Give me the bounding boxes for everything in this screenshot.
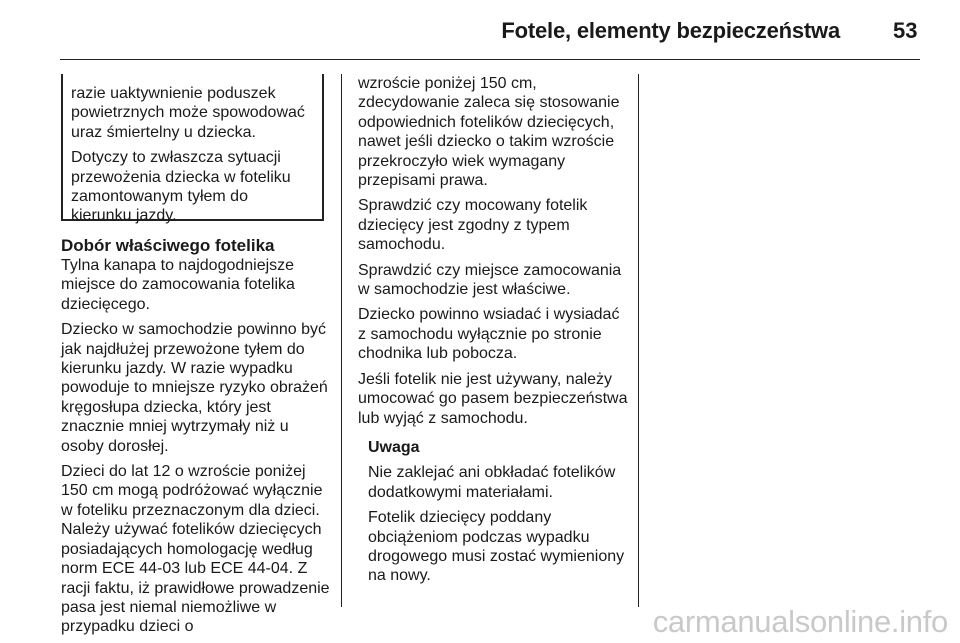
body-paragraph: wzroście poniżej 150 cm, zdecydowanie zaleca się stosowanie odpowiednich fotelików dziecięcych, nawet jeśli dziecko o takim wzroście przekroczyło wiek wymagany przepisami prawa.	[358, 75, 620, 190]
note-paragraph: Nie zaklejać ani obkładać fotelików dodatkowymi materiałami.	[368, 464, 616, 501]
column-left	[61, 236, 331, 643]
body-paragraph: Dzieci do lat 12 o wzroście poniżej 150 cm mogą podróżować wyłącznie w foteliku przeznaczonym dla dzieci. Należy używać fotelików dziecięcych posiadających homologację według norm ECE 44-03 lub ECE 44-04. Z racji faktu, iż prawidłowe prowadzenie pasa jest niemal niemożliwe w przypadku dzieci o	[61, 463, 330, 636]
note-box	[368, 438, 630, 586]
column-middle	[358, 74, 630, 592]
note-heading: Uwaga	[368, 438, 420, 456]
note-paragraph: Fotelik dziecięcy poddany obciążeniom podczas wypadku drogowego musi zostać wymieniony na nowy.	[368, 509, 625, 585]
body-paragraph: Sprawdzić czy mocowany fotelik dziecięcy jest zgodny z typem samochodu.	[358, 197, 588, 254]
page-title: Fotele, elementy bezpieczeństwa	[501, 18, 840, 43]
column-divider-left	[341, 74, 342, 607]
watermark: carmanualsonline.info	[652, 604, 948, 639]
body-paragraph: Dziecko powinno wsiadać i wysiadać z samochodu wyłącznie po stronie chodnika lub pobocza.	[358, 306, 620, 363]
warning-box	[61, 74, 324, 225]
header-rule	[60, 59, 920, 60]
body-paragraph: Sprawdzić czy miejsce zamocowania w samochodzie jest właściwe.	[358, 261, 622, 299]
body-paragraph: Tylna kanapa to najdogodniejsze miejsce do zamocowania fotelika dziecięcego.	[61, 257, 295, 313]
column-divider-right	[638, 74, 639, 607]
body-paragraph: Dziecko w samochodzie powinno być jak najdłużej przewożone tyłem do kierunku jazdy. W razie wypadku powoduje to mniejsze ryzyko obrażeń kręgosłupa dziecka, który jest znacznie mniej wytrzymały niż u osoby dorosłej.	[61, 321, 328, 455]
section-heading: Dobór właściwego fotelika	[61, 236, 275, 255]
warning-paragraph: razie uaktywnienie poduszek powietrznych może spowodować uraz śmiertelny u dziecka.	[71, 85, 305, 141]
warning-paragraph: Dotyczy to zwłaszcza sytuacji przewożenia dziecka w foteliku zamontowanym tyłem do kierunku jazdy.	[71, 149, 291, 225]
page-number: 53	[893, 18, 918, 43]
body-paragraph: Jeśli fotelik nie jest używany, należy umocować go pasem bezpieczeństwa lub wyjąć z samochodu.	[358, 370, 628, 427]
